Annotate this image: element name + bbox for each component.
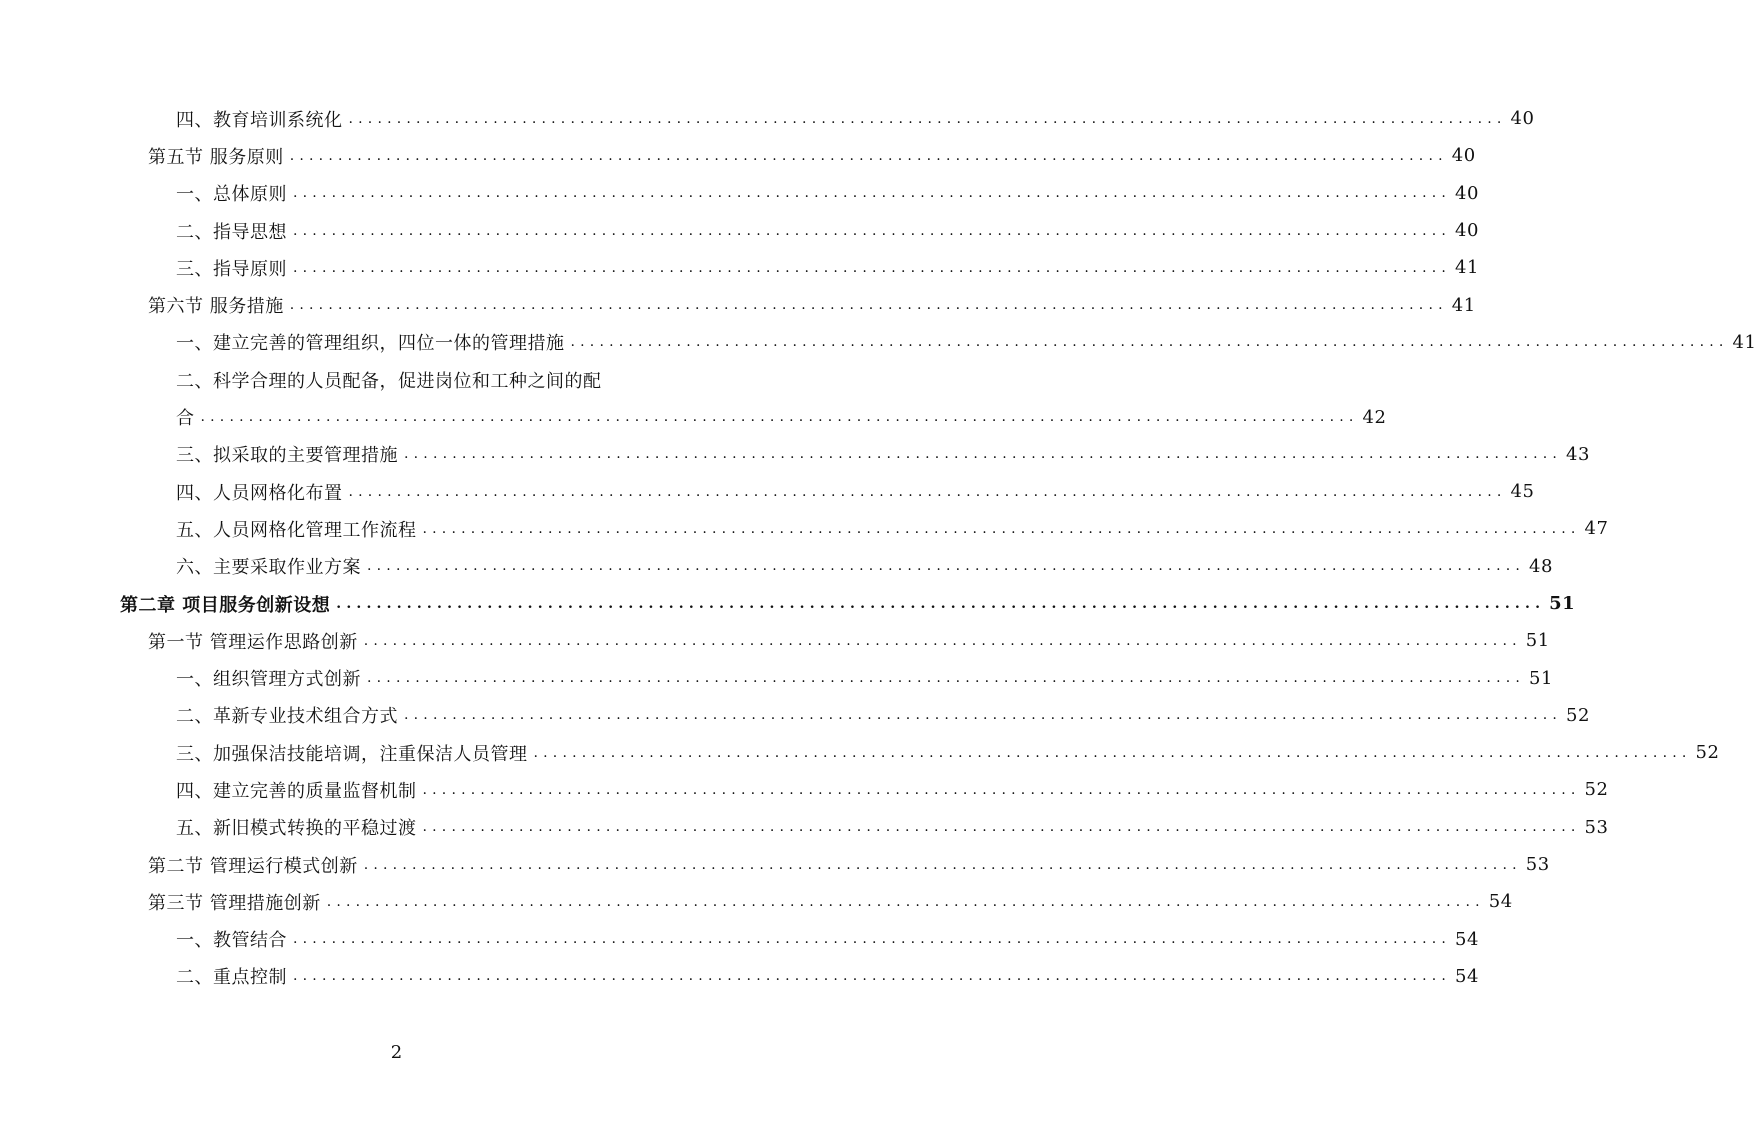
toc-subsection-entry[interactable] xyxy=(0,697,1590,734)
toc-section-entry[interactable] xyxy=(0,137,1476,174)
toc-section-entry[interactable] xyxy=(0,622,1550,659)
toc-entry-title: 一、组织管理方式创新 xyxy=(176,669,361,691)
toc-entry-title: 二、革新专业技术组合方式 xyxy=(176,706,398,728)
toc-leader-dots: ........................................................................................................................ xyxy=(533,744,1692,761)
toc-entry-title: 二、重点控制 xyxy=(176,967,287,989)
toc-subsection-entry[interactable] xyxy=(0,510,1609,547)
toc-entry-title: 第六节 服务措施 xyxy=(148,296,284,318)
toc-subsection-entry[interactable] xyxy=(0,921,1479,958)
toc-entry-page: 48 xyxy=(1529,555,1553,577)
toc-subsection-entry[interactable] xyxy=(0,249,1479,286)
toc-leader-dots: ........................................................................................................................ xyxy=(570,334,1729,351)
toc-section-entry[interactable] xyxy=(0,286,1476,323)
toc-leader-dots: ........................................................................................................................ xyxy=(293,968,1452,985)
toc-subsection-entry[interactable] xyxy=(0,734,1720,771)
toc-subsection-entry[interactable] xyxy=(0,809,1609,846)
toc-entry-title: 第一节 管理运作思路创新 xyxy=(148,631,358,653)
toc-subsection-entry[interactable] xyxy=(0,175,1479,212)
toc-leader-dots: ........................................................................................................................ xyxy=(336,595,1546,612)
toc-entry-title: 二、科学合理的人员配备，促进岗位和工种之间的配 xyxy=(176,370,602,392)
toc-leader-dots: ........................................................................................................................ xyxy=(293,259,1452,276)
toc-subsection-entry[interactable] xyxy=(0,659,1553,696)
page-number: 2 xyxy=(390,1042,403,1063)
toc-leader-dots: ........................................................................................................................ xyxy=(422,819,1581,836)
toc-subsection-entry[interactable] xyxy=(0,212,1479,249)
toc-leader-dots: ........................................................................................................................ xyxy=(404,707,1563,724)
toc-chapter-entry[interactable] xyxy=(0,585,1576,622)
toc-entry-page: 53 xyxy=(1525,854,1550,876)
toc-entry-page: 51 xyxy=(1525,630,1550,652)
toc-leader-dots: ........................................................................................................................ xyxy=(422,781,1581,798)
toc-entry-page: 47 xyxy=(1584,518,1609,540)
toc-subsection-entry[interactable] xyxy=(0,771,1609,808)
toc-entry-page: 52 xyxy=(1566,704,1590,726)
toc-entry-title: 第二章 项目服务创新设想 xyxy=(120,594,331,616)
toc-leader-dots: ........................................................................................................................ xyxy=(363,632,1522,649)
toc-entry-page: 53 xyxy=(1584,816,1609,838)
toc-entry-title: 三、拟采取的主要管理措施 xyxy=(176,445,398,467)
toc-leader-dots: ........................................................................................................................ xyxy=(367,558,1526,575)
toc-entry-page: 54 xyxy=(1455,965,1479,987)
toc-leader-dots: ........................................................................................................................ xyxy=(326,893,1485,910)
toc-entry-title: 二、指导思想 xyxy=(176,221,287,243)
toc-entry-title: 四、人员网格化布置 xyxy=(176,482,343,504)
toc-leader-dots: ........................................................................................................................ xyxy=(293,222,1452,239)
toc-leader-dots: ........................................................................................................................ xyxy=(404,446,1563,463)
toc-leader-dots: ........................................................................................................................ xyxy=(422,520,1581,537)
toc-subsection-entry[interactable] xyxy=(0,398,1387,435)
toc-leader-dots: ........................................................................................................................ xyxy=(289,147,1448,164)
toc-entry-title: 第二节 管理运行模式创新 xyxy=(148,855,358,877)
toc-entry-title: 四、教育培训系统化 xyxy=(176,109,343,131)
toc-entry-title: 第五节 服务原则 xyxy=(148,146,284,168)
toc-subsection-entry[interactable] xyxy=(0,958,1479,995)
toc-entry-title: 五、人员网格化管理工作流程 xyxy=(176,519,417,541)
toc-subsection-entry[interactable] xyxy=(0,436,1590,473)
toc-entry-title: 五、新旧模式转换的平稳过渡 xyxy=(176,818,417,840)
toc-leader-dots: ........................................................................................................................ xyxy=(348,110,1507,127)
toc-entry-title: 四、建立完善的质量监督机制 xyxy=(176,780,417,802)
toc-entry-title: 一、建立完善的管理组织，四位一体的管理措施 xyxy=(176,333,565,355)
toc-entry-page: 45 xyxy=(1510,481,1535,503)
toc-entry-page: 54 xyxy=(1455,928,1479,950)
toc-leader-dots: ........................................................................................................................ xyxy=(367,670,1526,687)
toc-subsection-entry[interactable] xyxy=(0,361,793,398)
toc-subsection-entry[interactable] xyxy=(0,473,1535,510)
toc-leader-dots: ........................................................................................................................ xyxy=(363,856,1522,873)
toc-entry-title: 第三节 管理措施创新 xyxy=(148,892,321,914)
toc-entry-page: 42 xyxy=(1362,406,1387,428)
toc-entry-title: 六、主要采取作业方案 xyxy=(176,557,361,579)
toc-entry-page: 52 xyxy=(1584,779,1609,801)
toc-entry-page: 51 xyxy=(1549,593,1576,614)
table-of-contents xyxy=(0,100,1756,995)
toc-entry-page: 41 xyxy=(1455,257,1479,279)
toc-subsection-entry[interactable] xyxy=(0,100,1535,137)
toc-entry-page: 40 xyxy=(1455,220,1479,242)
toc-entry-title: 合 xyxy=(176,408,195,430)
toc-section-entry[interactable] xyxy=(0,846,1550,883)
toc-leader-dots: ........................................................................................................................ xyxy=(289,297,1448,314)
toc-entry-page: 54 xyxy=(1488,891,1513,913)
toc-entry-page: 40 xyxy=(1451,145,1476,167)
toc-entry-page: 41 xyxy=(1732,331,1756,353)
toc-subsection-entry[interactable] xyxy=(0,324,1756,361)
toc-leader-dots: ........................................................................................................................ xyxy=(293,185,1452,202)
toc-entry-page: 41 xyxy=(1451,294,1476,316)
toc-section-entry[interactable] xyxy=(0,883,1513,920)
toc-entry-page: 40 xyxy=(1455,182,1479,204)
toc-leader-dots: ........................................................................................................................ xyxy=(200,409,1359,426)
toc-entry-title: 一、教管结合 xyxy=(176,930,287,952)
toc-entry-title: 三、指导原则 xyxy=(176,258,287,280)
toc-subsection-entry[interactable] xyxy=(0,548,1553,585)
toc-entry-page: 52 xyxy=(1695,742,1720,764)
toc-entry-page: 51 xyxy=(1529,667,1553,689)
toc-entry-page: 43 xyxy=(1566,443,1590,465)
toc-entry-title: 一、总体原则 xyxy=(176,184,287,206)
toc-entry-title: 三、加强保洁技能培调，注重保洁人员管理 xyxy=(176,743,528,765)
toc-leader-dots: ........................................................................................................................ xyxy=(293,931,1452,948)
toc-leader-dots: ........................................................................................................................ xyxy=(348,483,1507,500)
toc-entry-page: 40 xyxy=(1510,108,1535,130)
